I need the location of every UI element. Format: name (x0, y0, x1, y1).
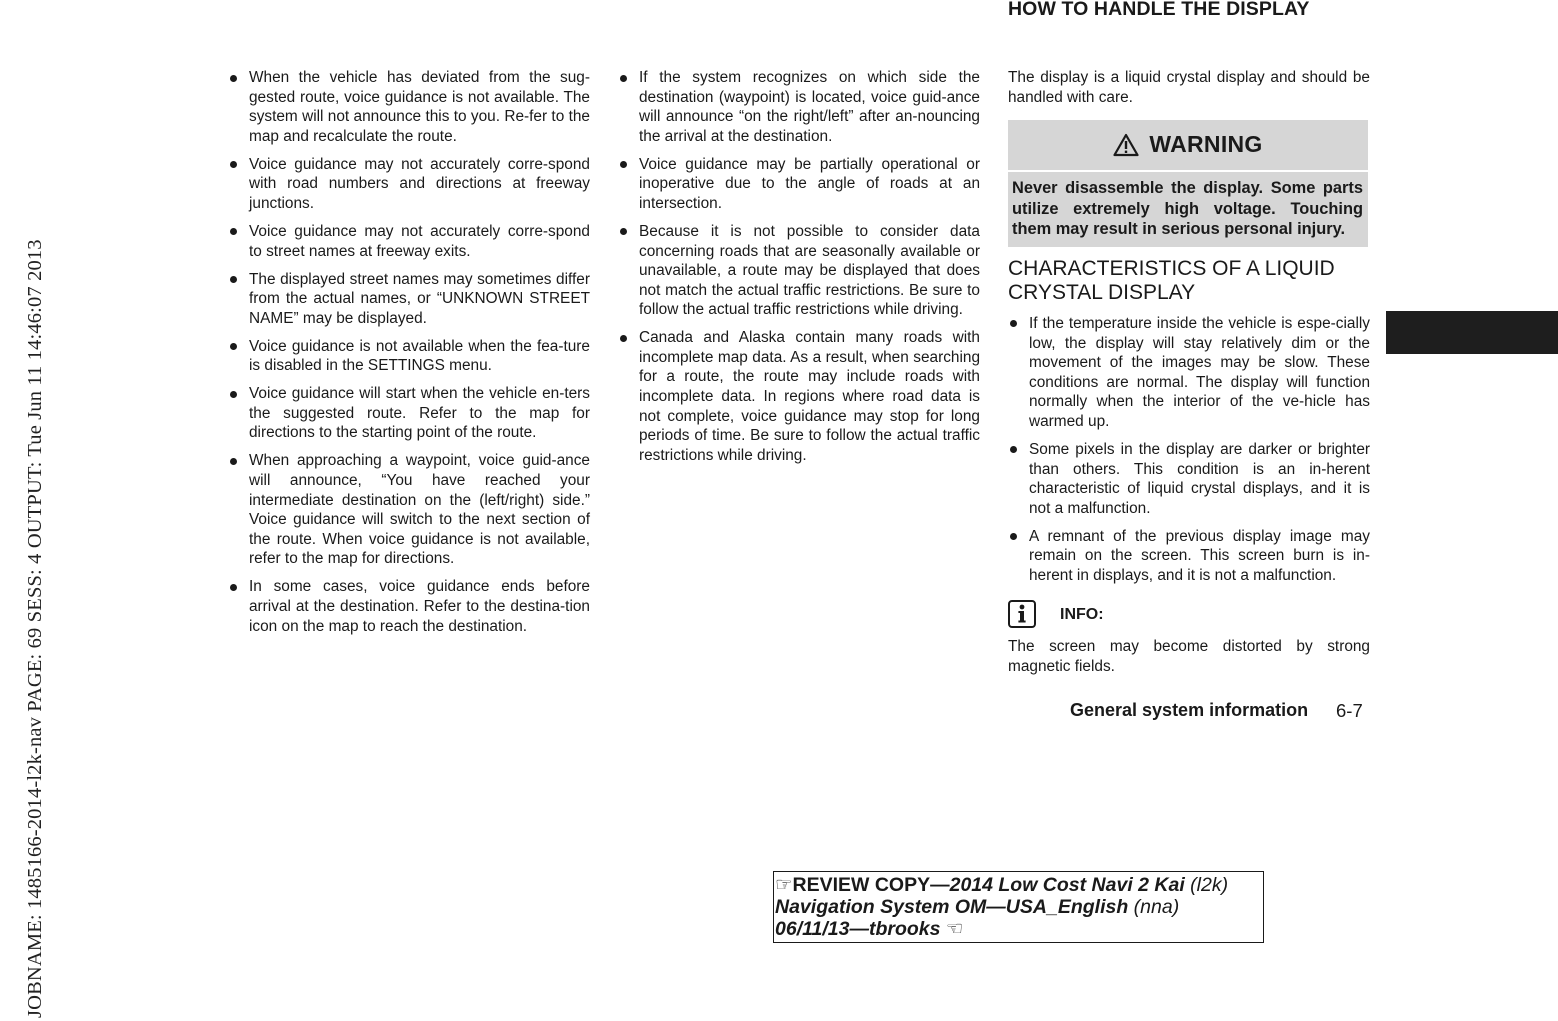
section-subheading: CHARACTERISTICS OF A LIQUID CRYSTAL DISPLAY (1008, 256, 1335, 304)
list-item: When the vehicle has deviated from the sug-gested route, voice guidance is not available. The system will not announce this to you. Re-fer to the map and recalculate the route. (228, 68, 590, 146)
review-code: (l2k) (1184, 874, 1229, 896)
column-1 (228, 68, 590, 645)
review-date-author: 06/11/13—tbrooks (775, 918, 941, 940)
job-stamp: JOBNAME: 1485166-2014-l2k-nav PAGE: 69 SESS: 4 OUTPUT: Tue Jun 11 14:46:07 2013 (24, 239, 46, 1018)
list-item: Voice guidance may be partially operational or inoperative due to the angle of roads at an intersection. (618, 155, 980, 214)
info-header (1008, 599, 1370, 629)
column-3 (1008, 68, 1370, 677)
page-number: 6-7 (1336, 700, 1363, 721)
chapter-tab (1386, 311, 1558, 354)
review-line-3 (775, 918, 1263, 940)
list-item: The displayed street names may sometimes differ from the actual names, or “UNKNOWN STREET NAME” may be displayed. (228, 270, 590, 329)
warning-text: Never disassemble the display. Some parts utilize extremely high voltage. Touching them may result in serious personal injury. (1012, 179, 1363, 239)
list-item: When approaching a waypoint, voice guid-ance will announce, “You have reached your intermediate destination on the (left/right) side.” Voice guidance will switch to the next section of the route. When voice guidance is not available, refer to the map for directions. (228, 451, 590, 569)
list-item: A remnant of the previous display image may remain on the screen. This screen burn is in-herent in displays, and it is not a malfunction. (1008, 527, 1370, 586)
column-2 (618, 68, 980, 474)
list-item: If the temperature inside the vehicle is espe-cially low, the display will stay relatively dim or the movement of the images may be slow. These conditions are normal. The display will function normally when the interior of the ve-hicle has warmed up. (1008, 314, 1370, 432)
review-title: 2014 Low Cost Navi 2 Kai (949, 874, 1185, 896)
info-icon (1008, 600, 1036, 628)
pointing-hand-icon: ☞ (775, 874, 793, 896)
review-line-2 (775, 896, 1263, 918)
info-text: The screen may become distorted by strong magnetic fields. (1008, 638, 1370, 676)
list-item: In some cases, voice guidance ends before arrival at the destination. Refer to the destina-tion icon on the map to reach the destination. (228, 577, 590, 636)
warning-title: WARNING (1149, 131, 1263, 158)
list-item: Voice guidance is not available when the fea-ture is disabled in the SETTINGS menu. (228, 337, 590, 376)
list-item: Because it is not possible to consider data concerning roads that are seasonally available or unavailable, a route may be displayed that does not match the actual traffic restrictions. Be sure to follow the actual traffic restrictions while driving. (618, 222, 980, 320)
review-copy-box (773, 871, 1264, 943)
list-item: Voice guidance may not accurately corre-spond to street names at freeway exits. (228, 222, 590, 261)
warning-triangle-icon (1113, 133, 1139, 157)
footer-section-title: General system information (1070, 700, 1309, 720)
review-manual-name: Navigation System OM—USA_English (775, 896, 1129, 918)
section-header: HOW TO HANDLE THE DISPLAY (1008, 0, 1310, 20)
bullet-list (618, 68, 980, 465)
list-item: Voice guidance may not accurately corre-spond with road numbers and directions at freeway junctions. (228, 155, 590, 214)
review-copy-label: REVIEW COPY— (792, 874, 950, 896)
bullet-list (228, 68, 590, 636)
intro-paragraph: The display is a liquid crystal display and should be handled with care. (1008, 69, 1370, 106)
review-region-code: (nna) (1128, 896, 1180, 918)
warning-header (1008, 120, 1368, 172)
list-item: If the system recognizes on which side the destination (waypoint) is located, voice guid-ance will announce “on the right/left” after an-nouncing the arrival at the destination. (618, 68, 980, 146)
warning-box (1008, 120, 1368, 247)
review-line-1 (775, 874, 1263, 896)
list-item: Canada and Alaska contain many roads with incomplete map data. As a result, when searching for a route, the route may include roads with incomplete data. In regions where road data is not complete, voice guidance may stop for long periods of time. Be sure to follow the actual traffic restrictions while driving. (618, 328, 980, 465)
list-item: Voice guidance will start when the vehicle en-ters the suggested route. Refer to the map for directions to the starting point of the route. (228, 384, 590, 443)
bullet-list (1008, 314, 1370, 586)
pointing-hand-left-icon: ☜ (945, 918, 964, 940)
info-label: INFO: (1060, 605, 1104, 623)
list-item: Some pixels in the display are darker or brighter than others. This condition is an in-herent characteristic of liquid crystal displays, and it is not a malfunction. (1008, 440, 1370, 518)
